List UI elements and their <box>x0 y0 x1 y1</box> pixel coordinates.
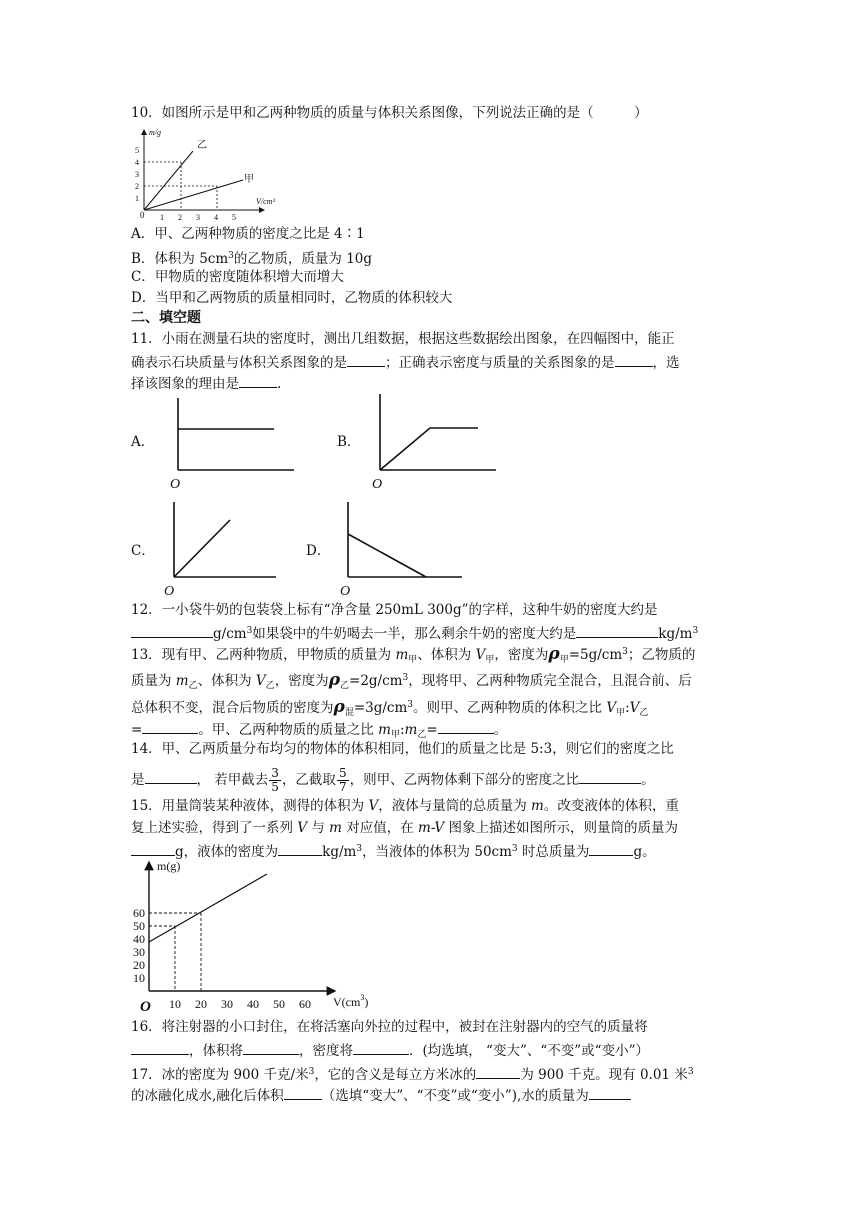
q13-line2: 质量为 $m_乙$、体积为 $V_乙$，密度为$\rho_乙=2g/cm^3$，现将甲、乙两种物质完全混合，且混合前、后 <box>131 670 692 691</box>
q10-x-label: V/cm³ <box>256 197 275 206</box>
q11-line3: 择该图象的理由是 . <box>131 373 281 393</box>
q11-label-c: C． <box>131 543 155 559</box>
q15-y-tick: 60 <box>133 906 145 920</box>
q10-graph <box>131 124 275 224</box>
q10-stem: 10．如图所示是甲和乙两种物质的质量与体积关系图像，下列说法正确的是（ ） <box>131 105 648 121</box>
q11-graph-d <box>338 500 468 598</box>
q15-line1: 15．用量筒装某种液体，测得的体积为 V，液体与量筒的总质量为 m。改变液体的体积，重 <box>131 798 679 814</box>
svg-text:O: O <box>164 584 175 599</box>
q13-line3: 总体积不变，混合后物质的密度为$\rho_混=3g/cm^3$。则甲、乙两种物质的体积之比 $V_甲:V_乙$ <box>131 697 649 718</box>
q15-line2: 复上述实验，得到了一系列 V 与 m 对应值，在 m-V 图象上描述如图所示，则量筒的质量为 <box>131 820 678 836</box>
q15-x-tick: 30 <box>221 997 233 1011</box>
q14-fraction-2: $\frac{5}{7}$ <box>338 766 347 794</box>
q10-y-label: m/g <box>149 128 161 137</box>
q11-graph-a <box>170 396 300 491</box>
q10-line-yi <box>144 151 193 210</box>
q15-x-label: $V(cm^3)$ <box>333 993 369 1009</box>
q10-y-tick: 3 <box>135 170 139 179</box>
section-fill-blanks: 二、填空题 <box>131 310 201 326</box>
q11-line2: 确表示石块质量与体积关系图象的是 ；正确表示密度与质量的关系图象的是 ，选 <box>131 352 680 372</box>
q14-fraction-1: $\frac{3}{5}$ <box>271 766 279 794</box>
q15-data-line <box>149 874 267 942</box>
q15-x-tick: 20 <box>195 997 207 1011</box>
q10-x-tick: 3 <box>196 213 200 222</box>
q15-graph <box>125 856 375 1016</box>
q10-origin: 0 <box>140 210 145 220</box>
q10-option-d: D．当甲和乙两物质的质量相同时，乙物质的体积较大 <box>131 290 453 306</box>
q15-y-tick: 20 <box>133 958 145 972</box>
q12-line2: $g/cm^3$如果袋中的牛奶喝去一半，那么剩余牛奶的密度大约是 $kg/m^3$ <box>131 622 698 643</box>
q15-x-tick: 60 <box>299 997 311 1011</box>
q10-y-tick: 2 <box>135 182 139 191</box>
q17-line2: 的冰融化成水,融化后体积 （选填“变大”、“不变”或“变小”),水的质量为 <box>131 1085 631 1105</box>
q10-label-yi: 乙 <box>197 140 207 151</box>
q11-graph-c <box>160 500 280 598</box>
q14-line1: 14．甲、乙两质量分布均匀的物体的体积相同，他们的质量之比是 5:3，则它们的密度之比 <box>131 741 674 757</box>
q15-x-tick: 40 <box>247 997 259 1011</box>
q15-y-tick: 10 <box>133 971 145 985</box>
q11-label-d: D． <box>306 543 331 559</box>
q16-line2: ，体积将 ，密度将 ．(均选填， “变大”、“不变”或“变小”） <box>131 1040 649 1060</box>
q10-y-tick: 1 <box>135 194 139 203</box>
q17-line1: 17．冰的密度为 900 千克/米$^3$，它的含义是每立方米冰的 为 900 千克。现有 0.01 米$^3$ <box>131 1063 694 1084</box>
q13-line1: 13．现有甲、乙两种物质，甲物质的质量为 $m_甲$、体积为 $V_甲$，密度为$\rho_甲=5g/cm^3$；乙物质的 <box>131 644 696 665</box>
q12-line1: 12．一小袋牛奶的包装袋上标有“净含量 250mL 300g”的字样，这种牛奶的密度大约是 <box>131 602 658 618</box>
q11-line1: 11．小雨在测量石块的密度时，测出几组数据，根据这些数据绘出图象，在四幅图中，能正 <box>131 331 675 347</box>
q11-label-b: B． <box>337 434 361 450</box>
q10-x-tick: 5 <box>232 213 236 222</box>
q15-x-tick: 50 <box>273 997 285 1011</box>
q10-label-jia: 甲 <box>244 174 254 185</box>
q15-line3: g，液体的密度为 $kg/m^3$，当液体的体积为 $50cm^3$ 时总质量为 g。 <box>131 840 656 861</box>
q10-x-tick: 1 <box>160 213 164 222</box>
q10-x-tick: 4 <box>214 213 218 222</box>
q16-line1: 16．将注射器的小口封住，在将活塞向外拉的过程中，被封在注射器内的空气的质量将 <box>131 1019 648 1035</box>
q10-y-tick: 4 <box>135 158 139 167</box>
q10-y-tick: 5 <box>135 146 139 155</box>
q10-line-jia <box>144 180 243 210</box>
q15-y-tick: 30 <box>133 945 145 959</box>
svg-text:O: O <box>372 477 383 492</box>
q14-line2: 是 ， 若甲截去 $\frac{3}{5}$ ，乙截取 $\frac{5}{7}$ ，则甲、乙两物体剩下部分的密度之比 。 <box>131 766 655 794</box>
svg-text:O: O <box>340 584 351 599</box>
q15-x-tick: 10 <box>169 997 181 1011</box>
svg-text:O: O <box>170 477 181 492</box>
q13-line4: = 。甲、乙两种物质的质量之比 $m_甲:m_乙=$ 。 <box>131 719 507 744</box>
q15-y-label: m(g) <box>157 859 181 873</box>
q10-option-c: C．甲物质的密度随体积增大而增大 <box>131 269 344 285</box>
q10-option-a: A．甲、乙两种物质的密度之比是 4∶1 <box>131 226 365 242</box>
q10-x-tick: 2 <box>178 213 182 222</box>
q15-y-tick: 50 <box>133 919 145 933</box>
q15-y-tick: 40 <box>133 932 145 946</box>
q10-option-b: B．体积为 $5cm^3$的乙物质，质量为 10g <box>131 251 373 267</box>
q11-label-a: A． <box>131 434 155 450</box>
q15-origin: O <box>140 999 151 1015</box>
q11-graph-b <box>372 392 502 491</box>
